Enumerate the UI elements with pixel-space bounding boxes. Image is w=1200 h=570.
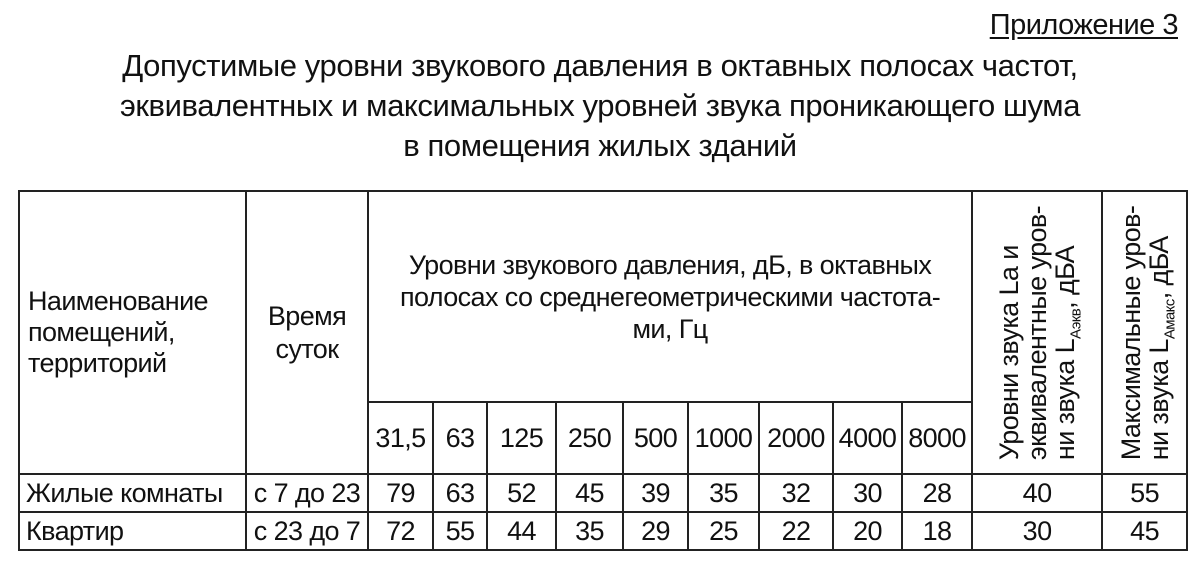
level-cell: 63 <box>433 474 487 512</box>
room-name-cell: Квартир <box>19 512 246 550</box>
level-cell: 35 <box>688 474 759 512</box>
frequency-header: 4000 <box>833 402 902 474</box>
equivalent-level-cell: 30 <box>972 512 1102 550</box>
frequency-header: 8000 <box>902 402 972 474</box>
document-title <box>0 46 1200 166</box>
title-line-3: в помещения жилых зданий <box>403 128 797 163</box>
level-cell: 32 <box>759 474 833 512</box>
level-cell: 18 <box>902 512 972 550</box>
time-cell: с 7 до 23 <box>246 474 368 512</box>
level-cell: 55 <box>433 512 487 550</box>
level-cell: 25 <box>688 512 759 550</box>
frequency-header: 250 <box>556 402 623 474</box>
level-cell: 44 <box>487 512 556 550</box>
level-cell: 39 <box>623 474 688 512</box>
room-name-cell: Жилые комнаты <box>19 474 246 512</box>
level-cell: 30 <box>833 474 902 512</box>
title-line-1: Допустимые уровни звукового давления в октавных полосах частот, <box>122 48 1078 83</box>
header-maximum-levels: Максимальные уров- ни звука $L_{Амакс}$, дБА <box>1102 191 1187 474</box>
table-row <box>19 512 1187 550</box>
noise-levels-table <box>18 190 1188 551</box>
level-cell: 28 <box>902 474 972 512</box>
level-cell: 45 <box>556 474 623 512</box>
time-cell: с 23 до 7 <box>246 512 368 550</box>
header-time-of-day: Время суток <box>246 191 368 474</box>
frequency-header: 31,5 <box>368 402 433 474</box>
frequency-header: 2000 <box>759 402 833 474</box>
equivalent-level-cell: 40 <box>972 474 1102 512</box>
level-cell: 72 <box>368 512 433 550</box>
header-room-name: Наименование помещений, территорий <box>19 191 246 474</box>
level-cell: 20 <box>833 512 902 550</box>
level-cell: 52 <box>487 474 556 512</box>
header-sound-pressure-levels: Уровни звукового давления, дБ, в октавных полосах со среднегеометрическими частота- ми, Гц <box>368 191 972 402</box>
maximum-level-cell: 55 <box>1102 474 1187 512</box>
level-cell: 79 <box>368 474 433 512</box>
title-line-2: эквивалентных и максимальных уровней звука проникающего шума <box>119 88 1081 123</box>
maximum-level-cell: 45 <box>1102 512 1187 550</box>
frequency-header: 1000 <box>688 402 759 474</box>
header-equivalent-levels: Уровни звука La и эквивалентные уров- ни звука $L_{Аэкв}$, дБА <box>972 191 1102 474</box>
frequency-header: 63 <box>433 402 487 474</box>
appendix-label: Приложение 3 <box>989 9 1178 41</box>
level-cell: 29 <box>623 512 688 550</box>
frequency-header: 500 <box>623 402 688 474</box>
table-row <box>19 474 1187 512</box>
level-cell: 22 <box>759 512 833 550</box>
frequency-header: 125 <box>487 402 556 474</box>
level-cell: 35 <box>556 512 623 550</box>
